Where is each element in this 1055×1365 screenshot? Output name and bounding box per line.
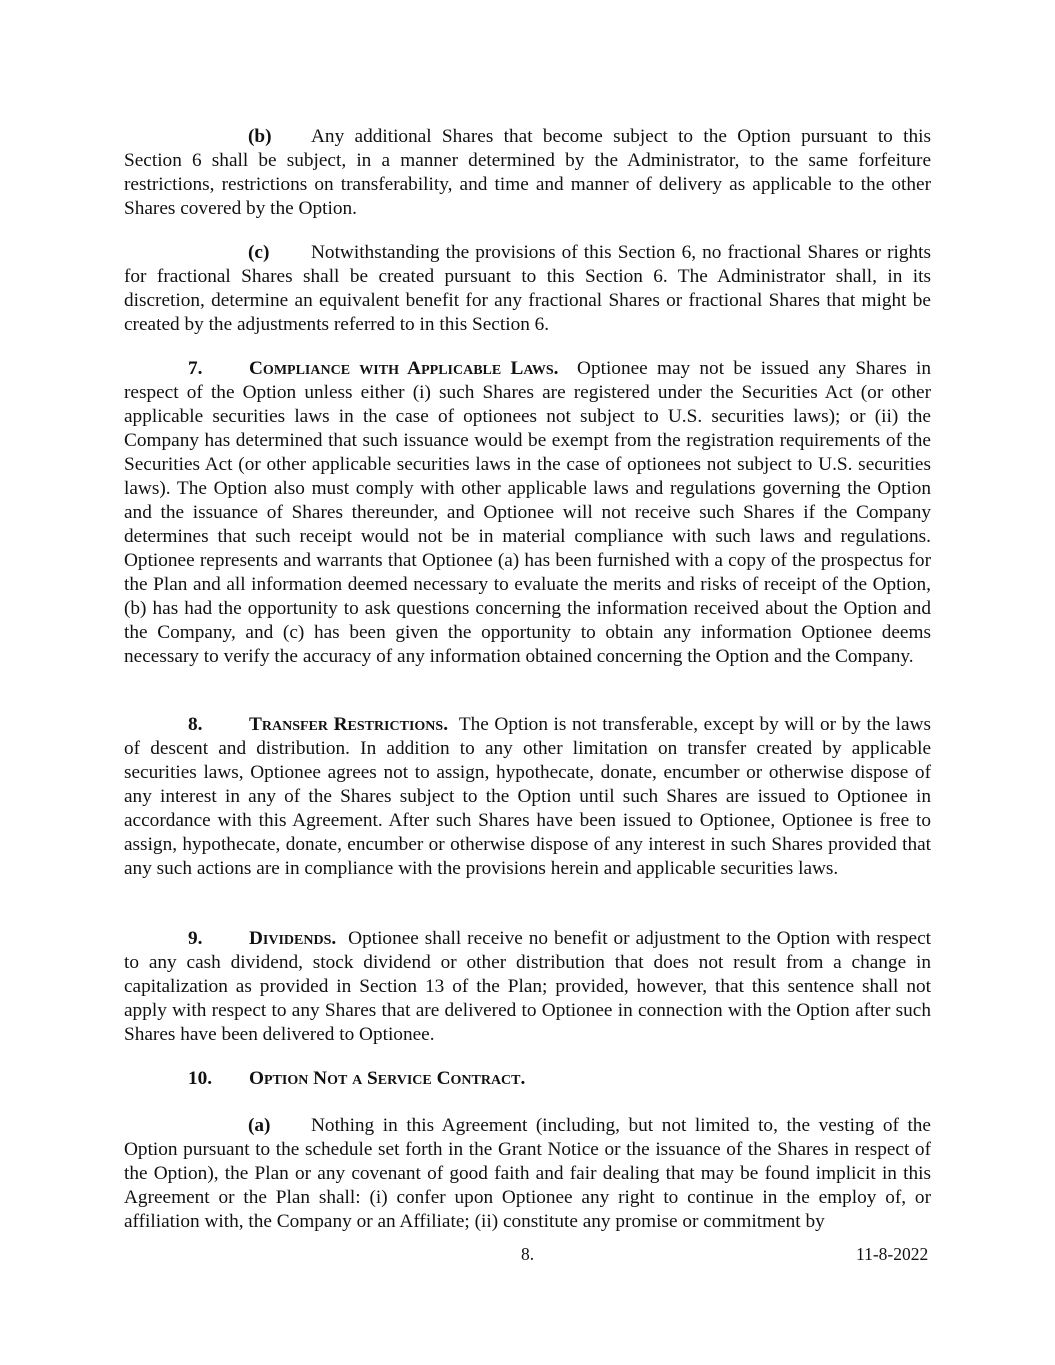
section-10 <box>124 1067 931 1091</box>
paragraph-10 <box>124 1067 931 1091</box>
paragraph-text: Notwithstanding the provisions of this Section 6, no fractional Shares or rights for fractional Shares shall be created pursuant to this Section 6. The Administrator shall, in its discretion, determine an equivalent benefit for any fractional Shares or fractional Shares that might be created by the adjustments referred to in this Section 6. <box>124 242 931 335</box>
subsection-label: (b) <box>248 126 272 147</box>
section-number: 10. <box>188 1068 213 1089</box>
paragraph-text: Optionee shall receive no benefit or adjustment to the Option with respect to any cash dividend, stock dividend or other distribution that does not result from a change in capitalization as provided in Section 13 of the Plan; provided, however, that this sentence shall not apply with respect to any Shares that are delivered to Optionee in connection with the Option after such Shares have been delivered to Optionee. <box>124 928 931 1045</box>
section-9 <box>124 927 931 1047</box>
section-10a <box>124 1114 931 1234</box>
section-number: 9. <box>188 928 203 949</box>
footer-date: 11-8-2022 <box>856 1244 929 1264</box>
subsection-label: (a) <box>248 1115 271 1136</box>
paragraph-text: The Option is not transferable, except by will or by the laws of descent and distribution. In addition to any other limitation on transfer created by applicable securities laws, Optionee agrees not to assign, hypothecate, donate, encumber or otherwise dispose of any interest in any of the Shares subject to the Option until such Shares are issued to Optionee in accordance with this Agreement. After such Shares have been issued to Optionee, Optionee is free to assign, hypothecate, donate, encumber or otherwise dispose of any interest in such Shares provided that any such actions are in compliance with the provisions herein and applicable securities laws. <box>124 714 931 879</box>
section-number: 8. <box>188 714 203 735</box>
section-heading: Dividends. <box>249 928 337 949</box>
paragraph-text: Nothing in this Agreement (including, but not limited to, the vesting of the Option pursuant to the schedule set forth in the Grant Notice or the issuance of the Shares in respect of the Option), the Plan or any covenant of good faith and fair dealing that may be found implicit in this Agreement or the Plan shall: (i) confer upon Optionee any right to continue in the employ of, or affiliation with, the Company or an Affiliate; (ii) constitute any promise or commitment by <box>124 1115 931 1232</box>
section-7 <box>124 357 931 669</box>
section-heading: Compliance with Applicable Laws. <box>249 358 559 379</box>
paragraph-text: Optionee may not be issued any Shares in respect of the Option unless either (i) such Shares are registered under the Securities Act (or other applicable securities laws in the case of optionees not subject to U.S. securities laws); or (ii) the Company has determined that such issuance would be exempt from the registration requirements of the Securities Act (or other applicable securities laws in the case of optionees not subject to U.S. securities laws). The Option also must comply with other applicable laws and regulations governing the Option and the issuance of Shares thereunder, and Optionee will not receive such Shares if the Company determines that such receipt would not be in material compliance with such laws and regulations. Optionee represents and warrants that Optionee (a) has been furnished with a copy of the prospectus for the Plan and all information deemed necessary to evaluate the merits and risks of receipt of the Option, (b) has had the opportunity to ask questions concerning the information received about the Option and the Company, and (c) has been given the opportunity to obtain any information Optionee deems necessary to verify the accuracy of any information obtained concerning the Option and the Company. <box>124 358 931 667</box>
section-6b <box>124 125 931 221</box>
section-8 <box>124 713 931 881</box>
paragraph-8 <box>124 713 931 881</box>
subsection-label: (c) <box>248 242 270 263</box>
section-6c <box>124 241 931 337</box>
paragraph-6b <box>124 125 931 221</box>
paragraph-9 <box>124 927 931 1047</box>
section-heading: Transfer Restrictions. <box>249 714 449 735</box>
paragraph-6c <box>124 241 931 337</box>
section-number: 7. <box>188 358 203 379</box>
paragraph-text: Any additional Shares that become subject to the Option pursuant to this Section 6 shall be subject, in a manner determined by the Administrator, to the same forfeiture restrictions, restrictions on transferability, and time and manner of delivery as applicable to the other Shares covered by the Option. <box>124 126 931 219</box>
section-heading: Option Not a Service Contract. <box>249 1068 526 1089</box>
page-number: 8. <box>521 1244 535 1264</box>
paragraph-10a <box>124 1114 931 1234</box>
paragraph-7 <box>124 357 931 669</box>
